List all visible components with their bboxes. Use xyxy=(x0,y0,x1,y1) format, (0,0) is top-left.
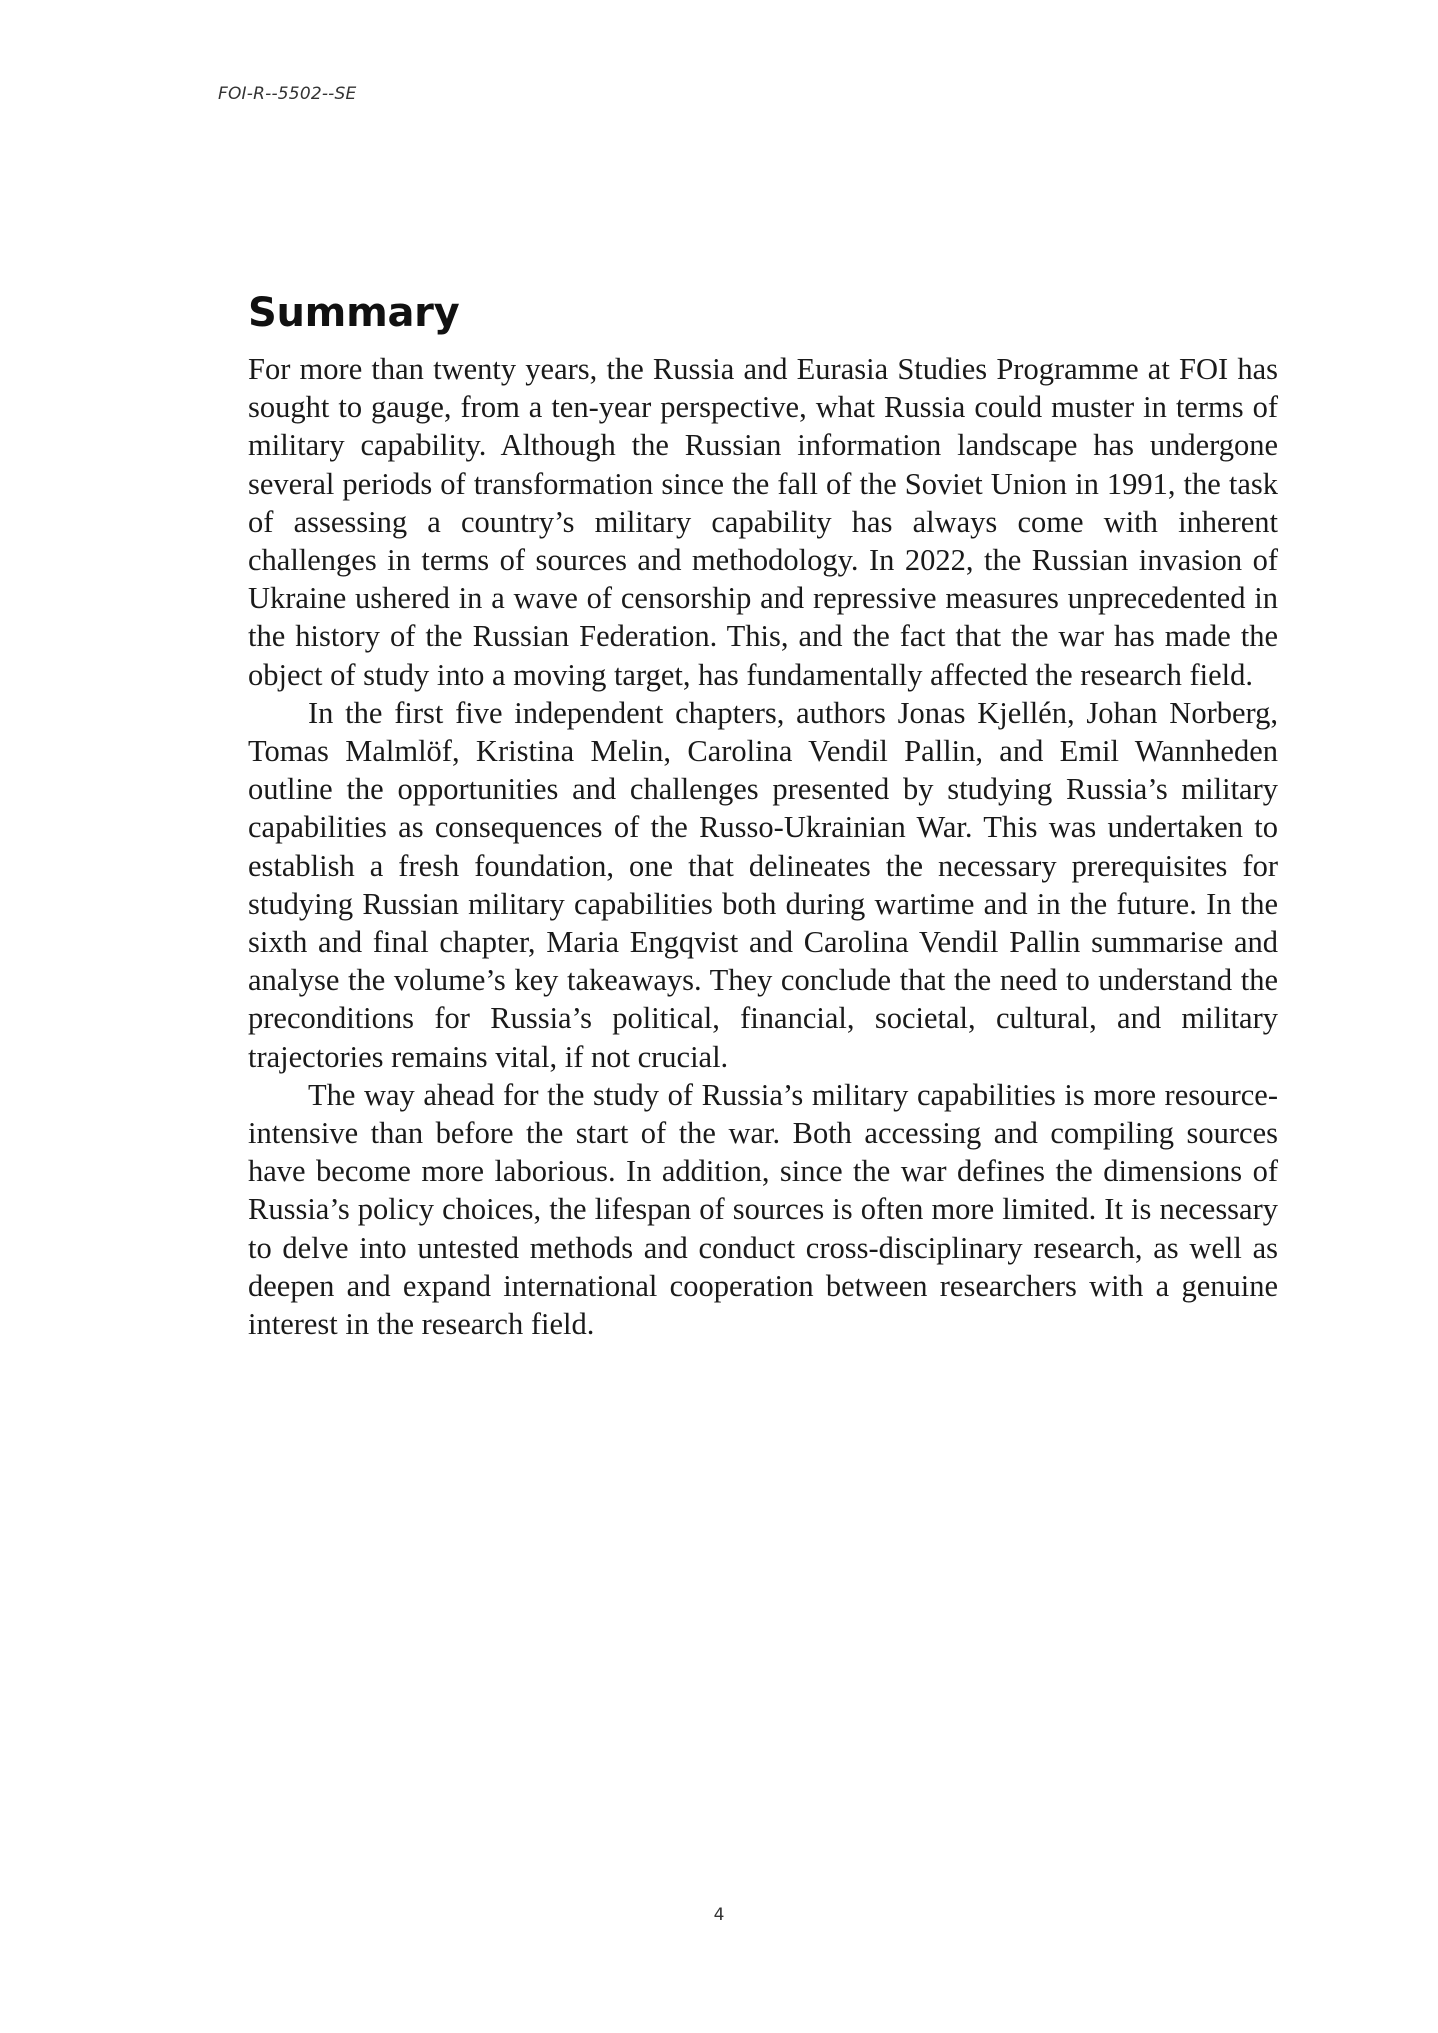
report-id: FOI-R--5502--SE xyxy=(218,84,357,104)
section-title: Summary xyxy=(248,290,460,336)
summary-paragraph-1: For more than twenty years, the Russia and Eurasia Studies Programme at FOI has sought to gauge, from a ten-year perspective, what Russia could muster in terms of military capability. Although the Russian information landscape has undergone several periods of transformation since the fall of the Soviet Union in 1991, the task of assessing a country’s military capability has always come with inherent challenges in terms of sources and methodology. In 2022, the Russian invasion of Ukraine ushered in a wave of censorship and repressive measures unprecedented in the history of the Russian Federation. This, and the fact that the war has made the object of study into a moving target, has fundamentally affected the research field. xyxy=(248,352,1278,692)
page-number: 4 xyxy=(713,1905,725,1925)
summary-paragraph-2: In the first five independent chapters, authors Jonas Kjellén, Johan Norberg, Tomas Malmlöf, Kristina Melin, Carolina Vendil Pallin, and Emil Wannheden outline the opportunities and challenges presented by studying Russia’s military capabilities as consequences of the Russo-Ukrainian War. This was undertaken to establish a fresh foundation, one that delineates the necessary prerequisites for studying Russian military capabilities both during wartime and in the future. In the sixth and final chapter, Maria Engqvist and Carolina Vendil Pallin summarise and analyse the volume’s key takeaways. They conclude that the need to understand the preconditions for Russia’s political, financial, societal, cultural, and military trajectories remains vital, if not crucial. xyxy=(248,695,1278,1074)
summary-paragraph-3: The way ahead for the study of Russia’s military capabilities is more resource-intensive than before the start of the war. Both accessing and compiling sources have become more laborious. In addition, since the war defines the dimensions of Russia’s policy choices, the lifespan of sources is often more limited. It is necessary to delve into untested methods and conduct cross-disciplinary research, as well as deepen and expand international cooperation between researchers with a genuine interest in the research field. xyxy=(248,1077,1278,1342)
summary-section xyxy=(248,290,1278,1343)
